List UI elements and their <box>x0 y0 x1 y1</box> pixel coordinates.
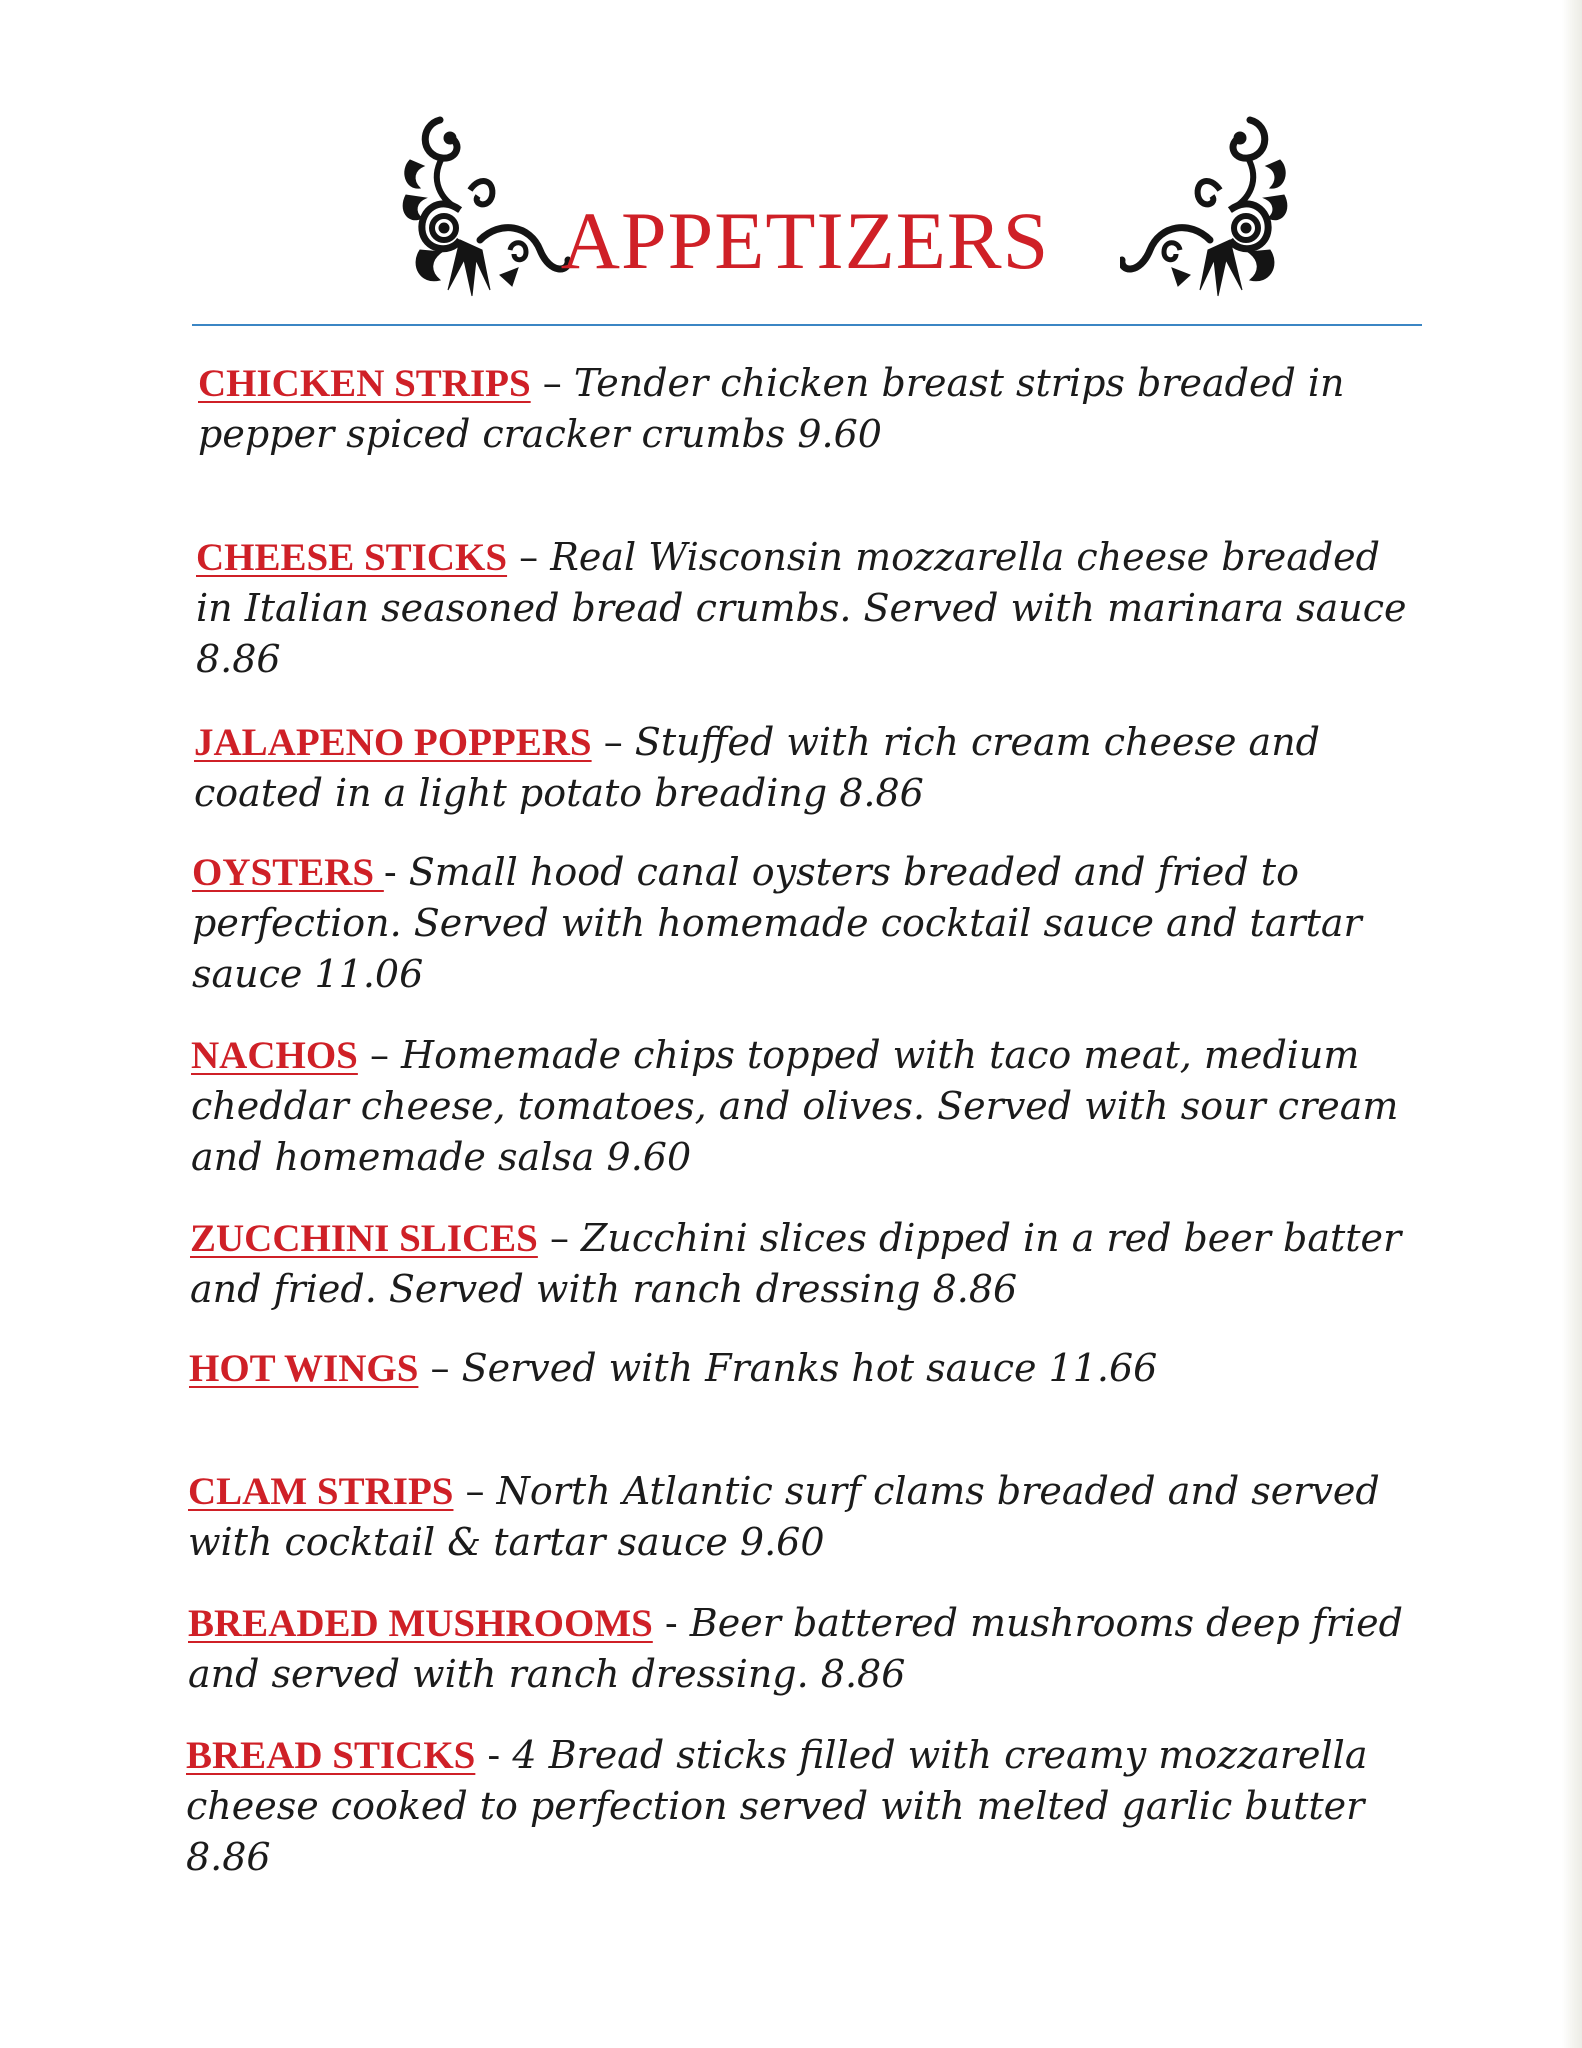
menu-item-name: NACHOS <box>191 1034 358 1077</box>
menu-item <box>189 1343 1428 1394</box>
menu-item-description: Served with Franks hot sauce 11.66 <box>461 1346 1158 1390</box>
menu-item-description: North Atlantic surf clams breaded and served with cocktail & tartar sauce 9.60 <box>188 1469 1380 1564</box>
menu-item-separator: - <box>652 1601 690 1645</box>
menu-item-description: Beer battered mushrooms deep fried and served with ranch dressing. 8.86 <box>188 1601 1403 1696</box>
menu-item <box>192 847 1428 1000</box>
menu-item-separator: – <box>591 720 635 764</box>
menu-item <box>188 1598 1428 1700</box>
menu-item-description: Real Wisconsin mozzarella cheese breaded in Italian seasoned bread crumbs. Served with marinara sauce 8.86 <box>196 535 1407 681</box>
menu-item <box>188 1466 1428 1568</box>
menu-item-separator: - <box>475 1733 513 1777</box>
menu-item <box>186 1730 1428 1883</box>
menu-item-separator: – <box>537 1216 582 1260</box>
menu-item-separator: – <box>453 1469 497 1513</box>
menu-item-description: Zucchini slices dipped in a red beer batter and fried. Served with ranch dressing 8.86 <box>190 1216 1402 1311</box>
menu-header <box>190 100 1420 310</box>
menu-item-description: Tender chicken breast strips breaded in pepper spiced cracker crumbs 9.60 <box>198 361 1345 456</box>
menu-item-name: BREAD STICKS <box>186 1734 476 1777</box>
menu-item-separator: - <box>383 850 409 894</box>
header-divider <box>192 324 1422 326</box>
menu-item-separator: – <box>507 535 551 579</box>
menu-item <box>198 358 1428 460</box>
menu-item-name: CLAM STRIPS <box>188 1470 454 1513</box>
menu-item <box>190 1213 1428 1315</box>
menu-item-name: OYSTERS <box>192 851 384 894</box>
menu-item-separator: – <box>530 361 574 405</box>
menu-item-name: ZUCCHINI SLICES <box>190 1217 538 1260</box>
menu-item-description: Homemade chips topped with taco meat, medium cheddar cheese, tomatoes, and olives. Served with sour cream and homemade salsa 9.60 <box>191 1033 1399 1179</box>
menu-items-list <box>188 358 1428 1883</box>
menu-item-name: JALAPENO POPPERS <box>194 721 592 764</box>
menu-item-description: 4 Bread sticks filled with creamy mozzarella cheese cooked to perfection served with melted garlic butter 8.86 <box>186 1733 1368 1879</box>
menu-item-description: Small hood canal oysters breaded and fried to perfection. Served with homemade cocktail sauce and tartar sauce 11.06 <box>192 850 1362 996</box>
menu-item-separator: – <box>418 1346 462 1390</box>
menu-item <box>191 1030 1428 1183</box>
menu-item <box>196 532 1428 685</box>
menu-item-name: CHEESE STICKS <box>196 536 508 579</box>
page-title: APPETIZERS <box>560 195 1050 286</box>
menu-item-description: Stuffed with rich cream cheese and coated in a light potato breading 8.86 <box>194 720 1320 815</box>
menu-item-name: CHICKEN STRIPS <box>198 362 531 405</box>
menu-item-name: HOT WINGS <box>189 1347 419 1390</box>
menu-item-separator: – <box>357 1033 402 1077</box>
page-edge <box>1562 0 1582 2048</box>
menu-item-name: BREADED MUSHROOMS <box>188 1602 653 1645</box>
menu-item <box>194 717 1428 819</box>
